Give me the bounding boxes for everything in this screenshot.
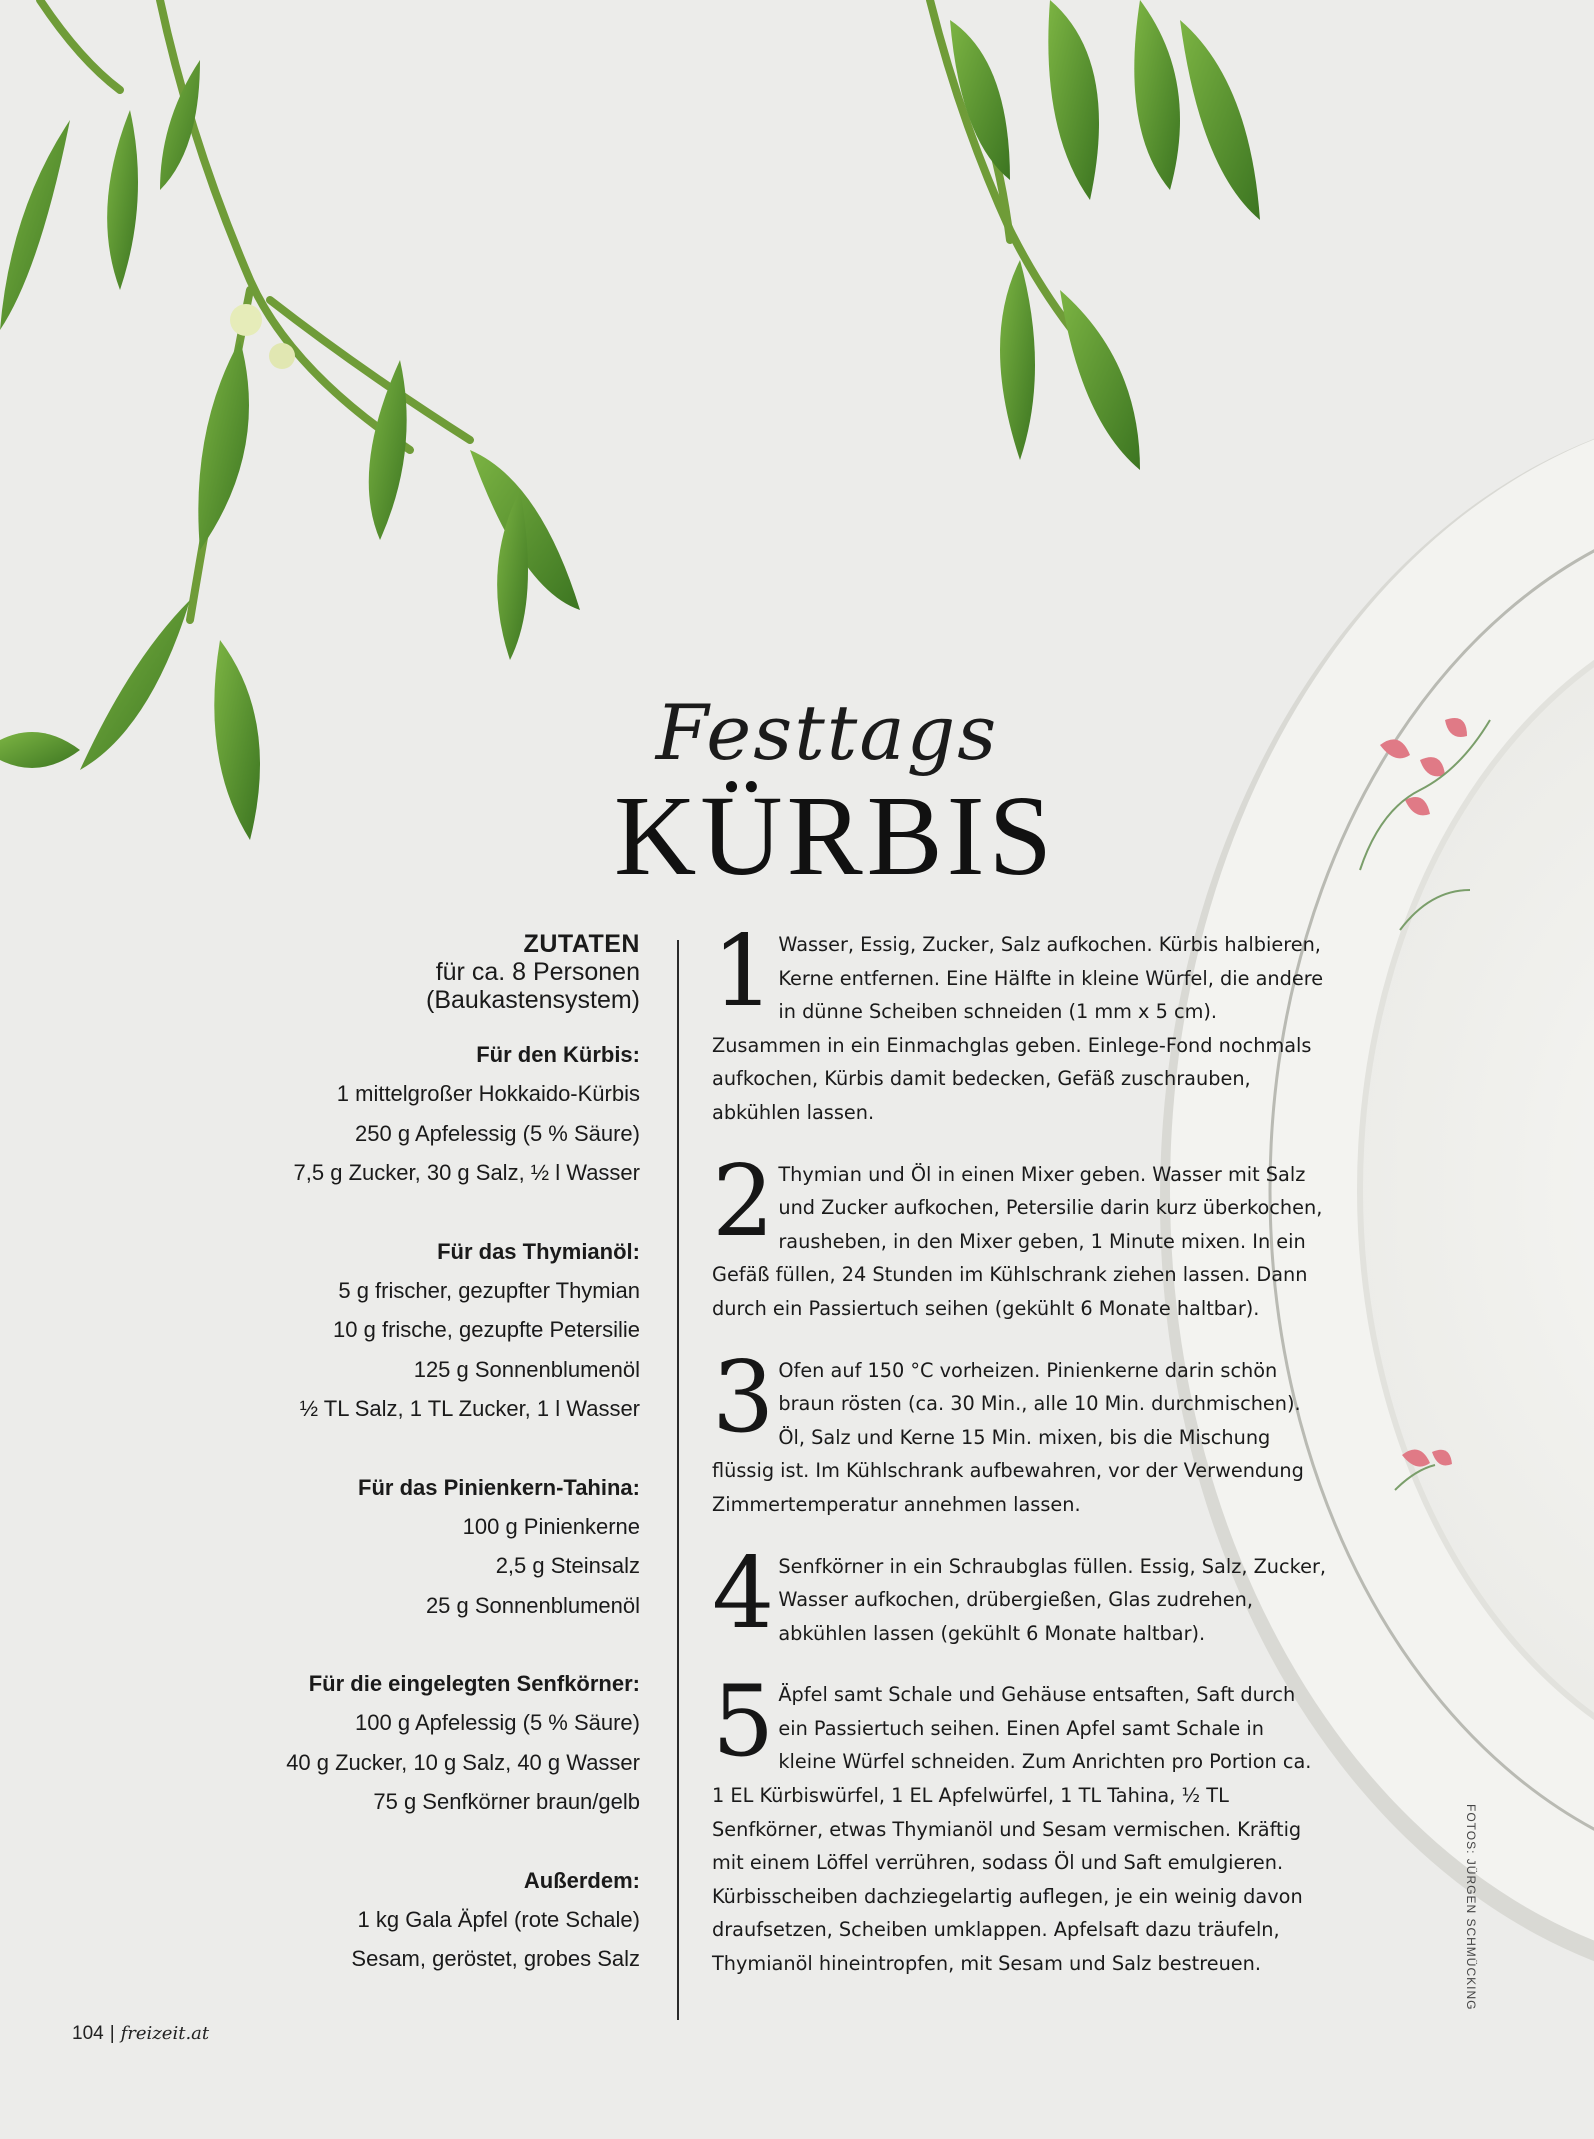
step-1 [712,915,1327,1130]
ingredients-header [190,930,640,1014]
step-3 [712,1340,1327,1522]
step-4 [712,1536,1327,1651]
steps-column [712,915,1327,2009]
step-text: Thymian und Öl in einen Mixer geben. Wasser mit Salz und Zucker aufkochen, Petersilie darin kurz überkochen, rausheben, in den Mixer geben, 1 Minute mixen. In ein Gefäß füllen, 24 Stunden im Kühlschrank ziehen lassen. Dann durch ein Passiertuch seihen (gekühlt 6 Monate haltbar). [712,1162,1323,1320]
ingredient-section-ausserdem [190,1862,640,1979]
ingredient-item: 40 g Zucker, 10 g Salz, 40 g Wasser [286,1749,640,1775]
step-text: Wasser, Essig, Zucker, Salz aufkochen. Kürbis halbieren, Kerne entfernen. Eine Hälfte in kleine Würfel, die andere in dünne Scheiben schneiden (1 mm x 5 cm). Zusammen in ein Einmachglas geben. Einlege-Fond nochmals aufkochen, Kürbis damit bedecken, Gefäß zuschrauben, abkühlen lassen. [712,933,1324,1124]
ingredient-section-senfkoerner [190,1665,640,1822]
ingredient-item: Sesam, geröstet, grobes Salz [351,1946,640,1971]
ingredient-section-tahina [190,1469,640,1626]
column-divider [677,940,679,2020]
system-text: (Baukastensystem) [426,986,640,1014]
ingredient-item: 10 g frische, gezupfte Petersilie [333,1317,640,1342]
ingredient-section-thymianoel [190,1233,640,1429]
step-number: 1 [712,915,775,1029]
photo-credit: FOTOS: JÜRGEN SCHMÜCKING [1464,1804,1478,2011]
recipe-title-script: Festtags [655,688,999,777]
step-5 [712,1665,1327,1980]
ingredient-item: ½ TL Salz, 1 TL Zucker, 1 l Wasser [299,1396,640,1421]
ingredient-item: 5 g frischer, gezupfter Thymian [338,1277,640,1303]
ingredient-item: 250 g Apfelessig (5 % Säure) [355,1120,640,1146]
footer-separator: | [109,2023,115,2044]
ingredient-item: 100 g Apfelessig (5 % Säure) [355,1710,640,1735]
ingredient-section-title: Für das Thymianöl: [437,1238,640,1264]
step-number: 4 [712,1536,775,1651]
step-text: Senfkörner in ein Schraubglas füllen. Essig, Salz, Zucker, Wasser aufkochen, drübergießen, Glas zudrehen, abkühlen lassen (gekühlt 6 Monate haltbar). [778,1554,1327,1645]
ingredient-section-kuerbis [190,1036,640,1193]
step-text: Äpfel samt Schale und Gehäuse entsaften, Saft durch ein Passiertuch seihen. Einen Apfel samt Schale in kleine Würfel schneiden. Zum Anrichten pro Portion ca. 1 EL Kürbiswürfel, 1 EL Apfelwürfel, 1 TL Tahina, ½ TL Senfkörner, etwas Thymianöl und Sesam vermischen. Kräftig mit einem Löffel verrühren, sodass Öl und Saft emulgieren. Kürbisscheiben dachziegelartig auflegen, je ein weinig davon draufsetzen, Scheiben umklappen. Apfelsaft dazu träufeln, Thymianöl hineintropfen, mit Sesam und Salz bestreuen. [712,1683,1312,1976]
step-text: Ofen auf 150 °C vorheizen. Pinienkerne darin schön braun rösten (ca. 30 Min., alle 10 Min. durchmischen). Öl, Salz und Kerne 15 Min. mixen, bis die Mischung flüssig ist. Im Kühlschrank aufbewahren, vor der Verwendung Zimmertemperatur annehmen lassen. [712,1358,1304,1516]
ingredient-item: 25 g Sonnenblumenöl [425,1592,640,1618]
ingredients-column [190,930,640,2019]
page-number: 104 [72,2023,104,2044]
page-footer [72,2023,209,2045]
ingredient-item: 75 g Senfkörner braun/gelb [373,1789,640,1814]
ingredient-section-title: Außerdem: [523,1867,640,1893]
ingredient-section-title: Für die eingelegten Senfkörner: [308,1671,640,1696]
ingredient-section-title: Für das Pinienkern-Tahina: [358,1474,640,1500]
ingredient-item: 7,5 g Zucker, 30 g Salz, ½ l Wasser [293,1160,640,1185]
ingredient-item: 1 kg Gala Äpfel (rote Schale) [357,1906,640,1932]
step-number: 5 [712,1665,775,1780]
step-2 [712,1144,1327,1326]
ingredient-section-title: Für den Kürbis: [476,1042,640,1067]
step-number: 3 [712,1340,775,1455]
ingredient-item: 100 g Pinienkerne [462,1513,640,1539]
ingredient-item: 125 g Sonnenblumenöl [413,1356,640,1382]
ingredient-item: 2,5 g Steinsalz [495,1553,640,1578]
step-number: 2 [712,1144,775,1259]
recipe-title-main: KÜRBIS [613,772,1057,899]
footer-site-link[interactable]: freizeit.at [120,2023,210,2044]
ingredient-item: 1 mittelgroßer Hokkaido-Kürbis [336,1081,640,1106]
ingredients-heading: ZUTATEN [523,930,640,958]
servings-text: für ca. 8 Personen [435,958,640,986]
